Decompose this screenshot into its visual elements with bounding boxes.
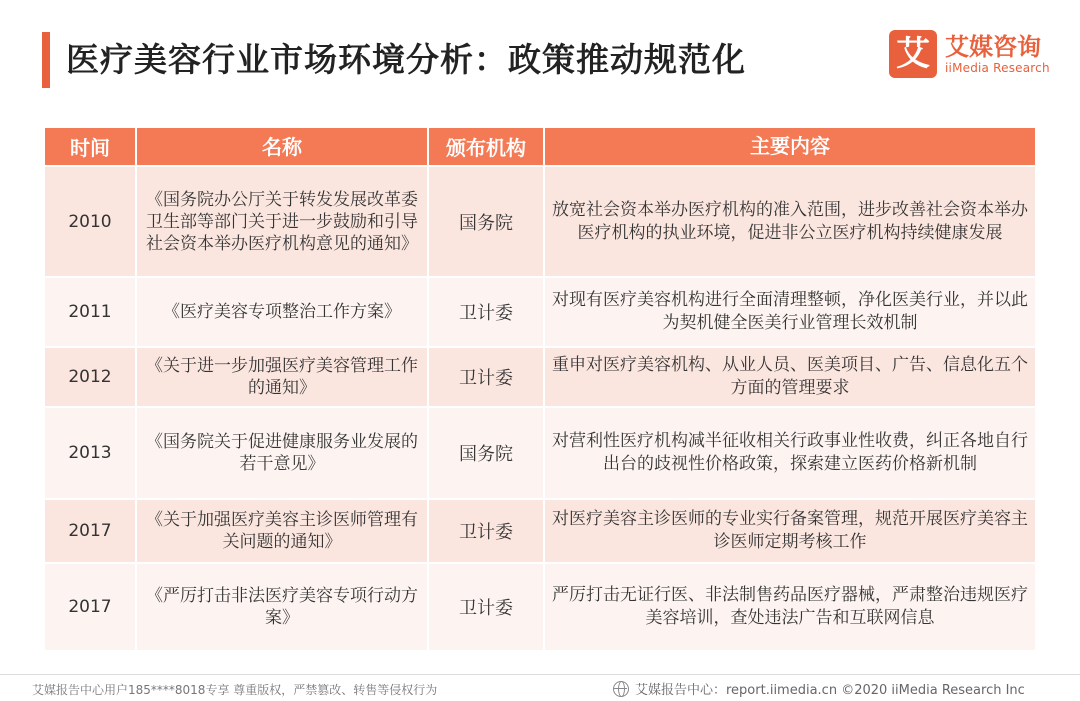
logo-mark-icon: 艾	[889, 30, 937, 78]
row-org: 卫计委	[427, 564, 543, 650]
row-year: 2011	[68, 302, 112, 322]
table-row	[45, 346, 1035, 406]
header-content: 主要内容	[543, 128, 1035, 165]
footer-divider	[0, 674, 1080, 675]
row-content: 对营利性医疗机构减半征收相关行政事业性收费，纠正各地自行出台的歧视性价格政策，探索建立医药价格新机制	[543, 408, 1035, 498]
globe-icon	[613, 681, 629, 697]
row-year: 2012	[68, 367, 112, 387]
header-org: 颁布机构	[427, 128, 543, 165]
logo-english-name: iiMedia Research	[945, 61, 1050, 75]
row-year: 2017	[68, 597, 112, 617]
footer-copyright-notice: 艾媒报告中心用户185****8018专享 尊重版权，严禁篡改、转售等侵权行为	[32, 683, 438, 697]
row-year: 2017	[68, 521, 112, 541]
row-content: 对医疗美容主诊医师的专业实行备案管理，规范开展医疗美容主诊医师定期考核工作	[543, 500, 1035, 562]
logo-chinese-name: 艾媒咨询	[945, 33, 1041, 61]
table-row	[45, 276, 1035, 346]
row-org: 国务院	[427, 408, 543, 498]
row-year: 2010	[68, 211, 112, 232]
page-title: 医疗美容行业市场环境分析：政策推动规范化	[66, 40, 746, 79]
table-row	[45, 498, 1035, 562]
table-header-row	[45, 128, 1035, 165]
row-org: 国务院	[427, 167, 543, 276]
row-content: 严厉打击无证行医、非法制售药品医疗器械，严肃整治违规医疗美容培训，查处违法广告和互联网信息	[543, 564, 1035, 650]
table-row	[45, 406, 1035, 498]
brand-logo	[889, 30, 1069, 82]
row-content: 重申对医疗美容机构、从业人员、医美项目、广告、信息化五个方面的管理要求	[543, 348, 1035, 406]
row-org: 卫计委	[427, 500, 543, 562]
row-content: 对现有医疗美容机构进行全面清理整顿，净化医美行业，并以此为契机健全医美行业管理长效机制	[543, 278, 1035, 346]
row-name: 《关于加强医疗美容主诊医师管理有关问题的通知》	[135, 500, 427, 562]
row-year: 2013	[68, 443, 112, 463]
row-org: 卫计委	[427, 278, 543, 346]
footer-source-text: 艾媒报告中心：report.iimedia.cn ©2020 iiMedia Research Inc	[635, 683, 1025, 698]
policy-table	[45, 128, 1035, 650]
row-name: 《关于进一步加强医疗美容管理工作的通知》	[135, 348, 427, 406]
row-name: 《严厉打击非法医疗美容专项行动方案》	[135, 564, 427, 650]
row-content: 放宽社会资本举办医疗机构的准入范围，进步改善社会资本举办医疗机构的执业环境，促进非公立医疗机构持续健康发展	[543, 167, 1035, 276]
title-accent-bar	[42, 32, 50, 88]
header-name: 名称	[135, 128, 427, 165]
footer-source	[613, 679, 1025, 698]
row-name: 《国务院关于促进健康服务业发展的若干意见》	[135, 408, 427, 498]
table-row	[45, 165, 1035, 276]
row-name: 《医疗美容专项整治工作方案》	[135, 278, 427, 346]
table-row	[45, 562, 1035, 650]
header-year: 时间	[70, 136, 110, 160]
row-name: 《国务院办公厅关于转发发展改革委卫生部等部门关于进一步鼓励和引导社会资本举办医疗机构意见的通知》	[135, 167, 427, 276]
row-org: 卫计委	[427, 348, 543, 406]
